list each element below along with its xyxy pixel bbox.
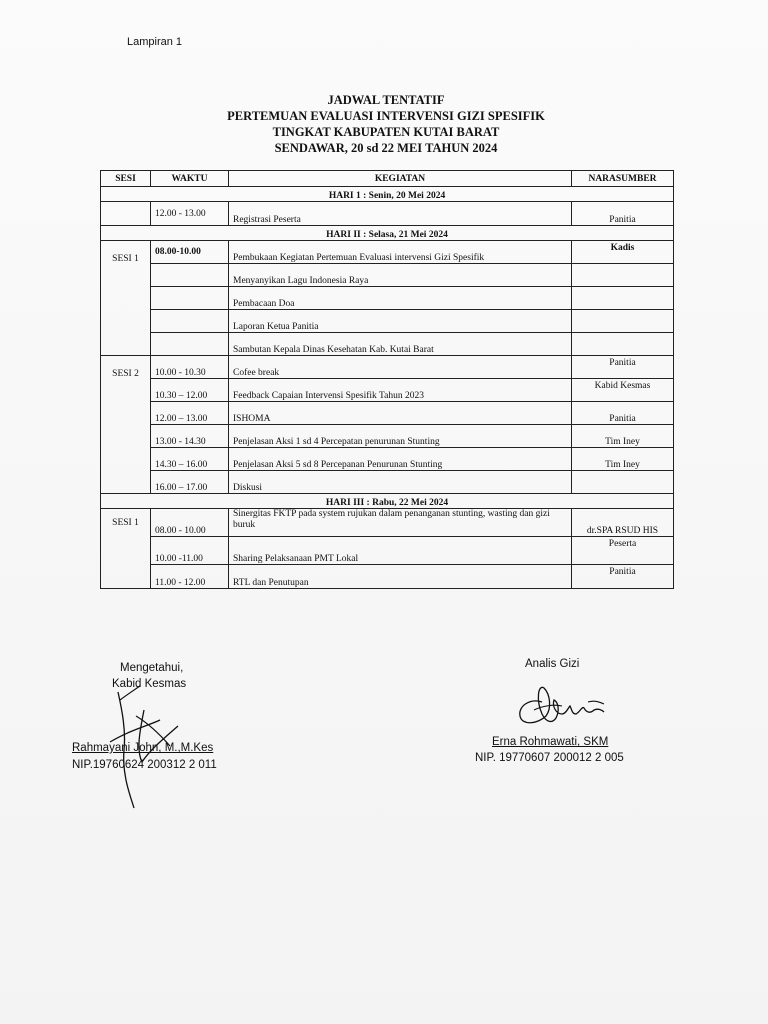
day-2-label: HARI II : Selasa, 21 Mei 2024: [101, 226, 674, 241]
cell-waktu: 12.00 – 13.00: [151, 402, 229, 425]
cell-kegiatan: Penjelasan Aksi 1 sd 4 Percepatan penurunan Stunting: [229, 425, 572, 448]
cell-sesi: SESI 1: [101, 241, 151, 264]
table-row: [101, 356, 674, 379]
cell-sesi: [101, 202, 151, 226]
cell-waktu: [151, 287, 229, 310]
cell-waktu: 08.00 - 10.00: [151, 509, 229, 537]
cell-narasumber: Peserta: [572, 537, 674, 565]
cell-waktu: 10.00 -11.00: [151, 537, 229, 565]
title-line-1: JADWAL TENTATIF: [327, 93, 445, 107]
position-label: Kabid Kesmas: [112, 678, 187, 690]
table-row: [101, 287, 674, 310]
cell-sesi: [101, 333, 151, 356]
table-row: [101, 565, 674, 589]
cell-waktu: [151, 264, 229, 287]
cell-narasumber: Tim Iney: [572, 425, 674, 448]
cell-narasumber: Panitia: [572, 565, 674, 589]
cell-sesi: [101, 537, 151, 565]
cell-sesi: [101, 287, 151, 310]
cell-waktu: [151, 333, 229, 356]
signatory-name: Rahmayani John, M.,M.Kes: [72, 742, 214, 754]
header-narasumber: NARASUMBER: [572, 171, 674, 187]
cell-kegiatan: Penjelasan Aksi 5 sd 8 Percepanan Penurunan Stunting: [229, 448, 572, 471]
cell-kegiatan: Feedback Capaian Intervensi Spesifik Tahun 2023: [229, 379, 572, 402]
table-row: [101, 264, 674, 287]
signatory-nip: NIP. 19770607 200012 2 005: [475, 752, 624, 764]
table-row: [101, 310, 674, 333]
cell-sesi: [101, 471, 151, 494]
cell-kegiatan: Sambutan Kepala Dinas Kesehatan Kab. Kutai Barat: [229, 333, 572, 356]
header-kegiatan: KEGIATAN: [229, 171, 572, 187]
cell-narasumber: [572, 310, 674, 333]
signatory-name: Erna Rohmawati, SKM: [492, 736, 609, 748]
schedule-table: [100, 170, 674, 589]
attachment-label: Lampiran 1: [127, 36, 183, 48]
cell-kegiatan: Registrasi Peserta: [229, 202, 572, 226]
table-row: [101, 333, 674, 356]
cell-waktu: 14.30 – 16.00: [151, 448, 229, 471]
cell-sesi: [101, 379, 151, 402]
cell-narasumber: Panitia: [572, 402, 674, 425]
cell-kegiatan: Diskusi: [229, 471, 572, 494]
cell-kegiatan: Pembacaan Doa: [229, 287, 572, 310]
cell-narasumber: Kabid Kesmas: [572, 379, 674, 402]
cell-kegiatan: Sinergitas FKTP pada system rujukan dalam penanganan stunting, wasting dan gizi buruk: [229, 509, 572, 537]
title-line-2: PERTEMUAN EVALUASI INTERVENSI GIZI SPESIFIK: [227, 109, 545, 123]
handwritten-signature-right: [512, 680, 612, 732]
cell-waktu: [151, 310, 229, 333]
title-line-3: TINGKAT KABUPATEN KUTAI BARAT: [272, 125, 500, 139]
table-row: [101, 241, 674, 264]
acknowledged-label: Mengetahui,: [120, 662, 184, 674]
cell-kegiatan: Menyanyikan Lagu Indonesia Raya: [229, 264, 572, 287]
cell-kegiatan: Laporan Ketua Panitia: [229, 310, 572, 333]
cell-sesi: [101, 402, 151, 425]
cell-waktu: 08.00-10.00: [151, 241, 229, 264]
cell-sesi: [101, 425, 151, 448]
table-row: [101, 379, 674, 402]
day-header-row: [101, 494, 674, 509]
cell-waktu: 10.00 - 10.30: [151, 356, 229, 379]
position-label: Analis Gizi: [525, 658, 580, 670]
table-row: [101, 202, 674, 226]
cell-sesi: SESI 2: [101, 356, 151, 379]
table-row: [101, 425, 674, 448]
cell-sesi: [101, 448, 151, 471]
cell-sesi: [101, 264, 151, 287]
table-row: [101, 402, 674, 425]
title-line-4: SENDAWAR, 20 sd 22 MEI TAHUN 2024: [274, 141, 498, 155]
cell-narasumber: [572, 264, 674, 287]
document-title: [100, 92, 672, 156]
cell-kegiatan: Sharing Pelaksanaan PMT Lokal: [229, 537, 572, 565]
cell-narasumber: Tim Iney: [572, 448, 674, 471]
cell-narasumber: [572, 287, 674, 310]
table-header-row: [101, 171, 674, 187]
cell-kegiatan: Pembukaan Kegiatan Pertemuan Evaluasi intervensi Gizi Spesifik: [229, 241, 572, 264]
day-header-row: [101, 226, 674, 241]
signatory-nip: NIP.19760624 200312 2 011: [72, 759, 217, 771]
cell-narasumber: Kadis: [572, 241, 674, 264]
cell-narasumber: Panitia: [572, 202, 674, 226]
cell-waktu: 16.00 – 17.00: [151, 471, 229, 494]
cell-sesi: SESI 1: [101, 509, 151, 537]
cell-waktu: 11.00 - 12.00: [151, 565, 229, 589]
day-header-row: [101, 187, 674, 202]
cell-narasumber: dr.SPA RSUD HIS: [572, 509, 674, 537]
table-row: [101, 448, 674, 471]
cell-kegiatan: Cofee break: [229, 356, 572, 379]
table-row: [101, 537, 674, 565]
cell-kegiatan: ISHOMA: [229, 402, 572, 425]
cell-sesi: [101, 565, 151, 589]
header-sesi: SESI: [101, 171, 151, 187]
cell-narasumber: [572, 333, 674, 356]
cell-waktu: 13.00 - 14.30: [151, 425, 229, 448]
day-3-label: HARI III : Rabu, 22 Mei 2024: [101, 494, 674, 509]
day-1-label: HARI 1 : Senin, 20 Mei 2024: [101, 187, 674, 202]
cell-waktu: 10.30 – 12.00: [151, 379, 229, 402]
header-waktu: WAKTU: [151, 171, 229, 187]
table-row: [101, 471, 674, 494]
cell-narasumber: [572, 471, 674, 494]
cell-waktu: 12.00 - 13.00: [151, 202, 229, 226]
table-row: [101, 509, 674, 537]
cell-kegiatan: RTL dan Penutupan: [229, 565, 572, 589]
cell-narasumber: Panitia: [572, 356, 674, 379]
cell-sesi: [101, 310, 151, 333]
handwritten-signature-left: [100, 680, 190, 810]
